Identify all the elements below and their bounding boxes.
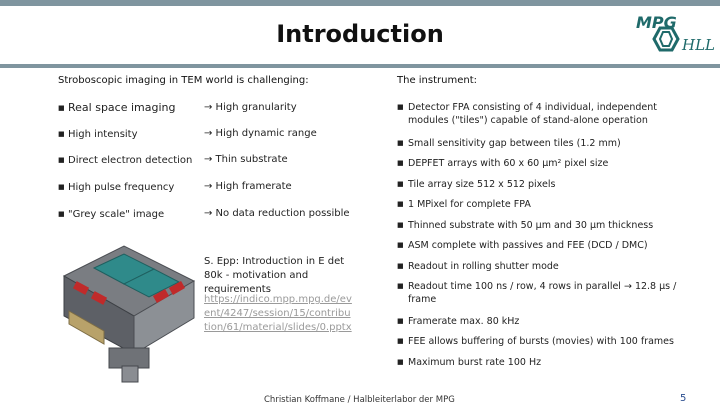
footer-author: Christian Koffmane / Halbleiterlabor der MPG [264,395,455,405]
page-number: 5 [680,393,687,404]
list-item: ■ 1 MPixel for complete FPA [397,199,531,210]
list-item: ■ Small sensitivity gap between tiles (1.2 mm) [397,138,621,149]
detector-module-image [54,236,204,386]
list-item: ■ FEE allows buffering of bursts (movies) with 100 frames [397,336,674,347]
reference-text: S. Epp: Introduction in E det 80k - motivation and requirements [204,256,345,295]
title-divider [0,64,720,68]
left-heading: Stroboscopic imaging in TEM world is challenging: [58,75,309,86]
right-heading: The instrument: [397,75,477,86]
svg-text:HLL: HLL [682,36,716,54]
list-item: ■ Real space imaging [58,101,176,114]
list-item: ■ "Grey scale" image [58,209,165,220]
arrow-item: → High framerate [204,181,292,192]
arrow-item: → High granularity [204,102,297,113]
list-item: ■ Detector FPA consisting of 4 individual, independent modules ("tiles") capable of stand-alone operation [397,102,657,126]
reference-link[interactable]: https://indico.mpp.mpg.de/event/4247/session/15/contribution/61/material/slides/0.pptx [204,294,352,333]
list-item: ■ High intensity [58,129,138,140]
arrow-item: → Thin substrate [204,154,288,165]
slide-title: Introduction [276,20,444,48]
arrow-item: → High dynamic range [204,128,317,139]
list-item: ■ Direct electron detection [58,155,193,166]
top-accent-bar [0,0,720,6]
svg-text:MPG: MPG [636,13,677,32]
list-item: ■ Thinned substrate with 50 µm and 30 µm thickness [397,220,654,231]
list-item: ■ Readout time 100 ns / row, 4 rows in parallel → 12.8 µs / frame [397,281,677,305]
list-item: ■ Tile array size 512 x 512 pixels [397,179,556,190]
list-item: ■ Maximum burst rate 100 Hz [397,357,542,368]
list-item: ■ DEPFET arrays with 60 x 60 µm² pixel size [397,158,609,169]
list-item: ■ High pulse frequency [58,182,175,193]
list-item: ■ Readout in rolling shutter mode [397,261,559,272]
list-item: ■ ASM complete with passives and FEE (DCD / DMC) [397,240,648,251]
list-item: ■ Framerate max. 80 kHz [397,316,520,327]
arrow-item: → No data reduction possible [204,208,350,219]
mpg-hll-logo [632,8,716,68]
